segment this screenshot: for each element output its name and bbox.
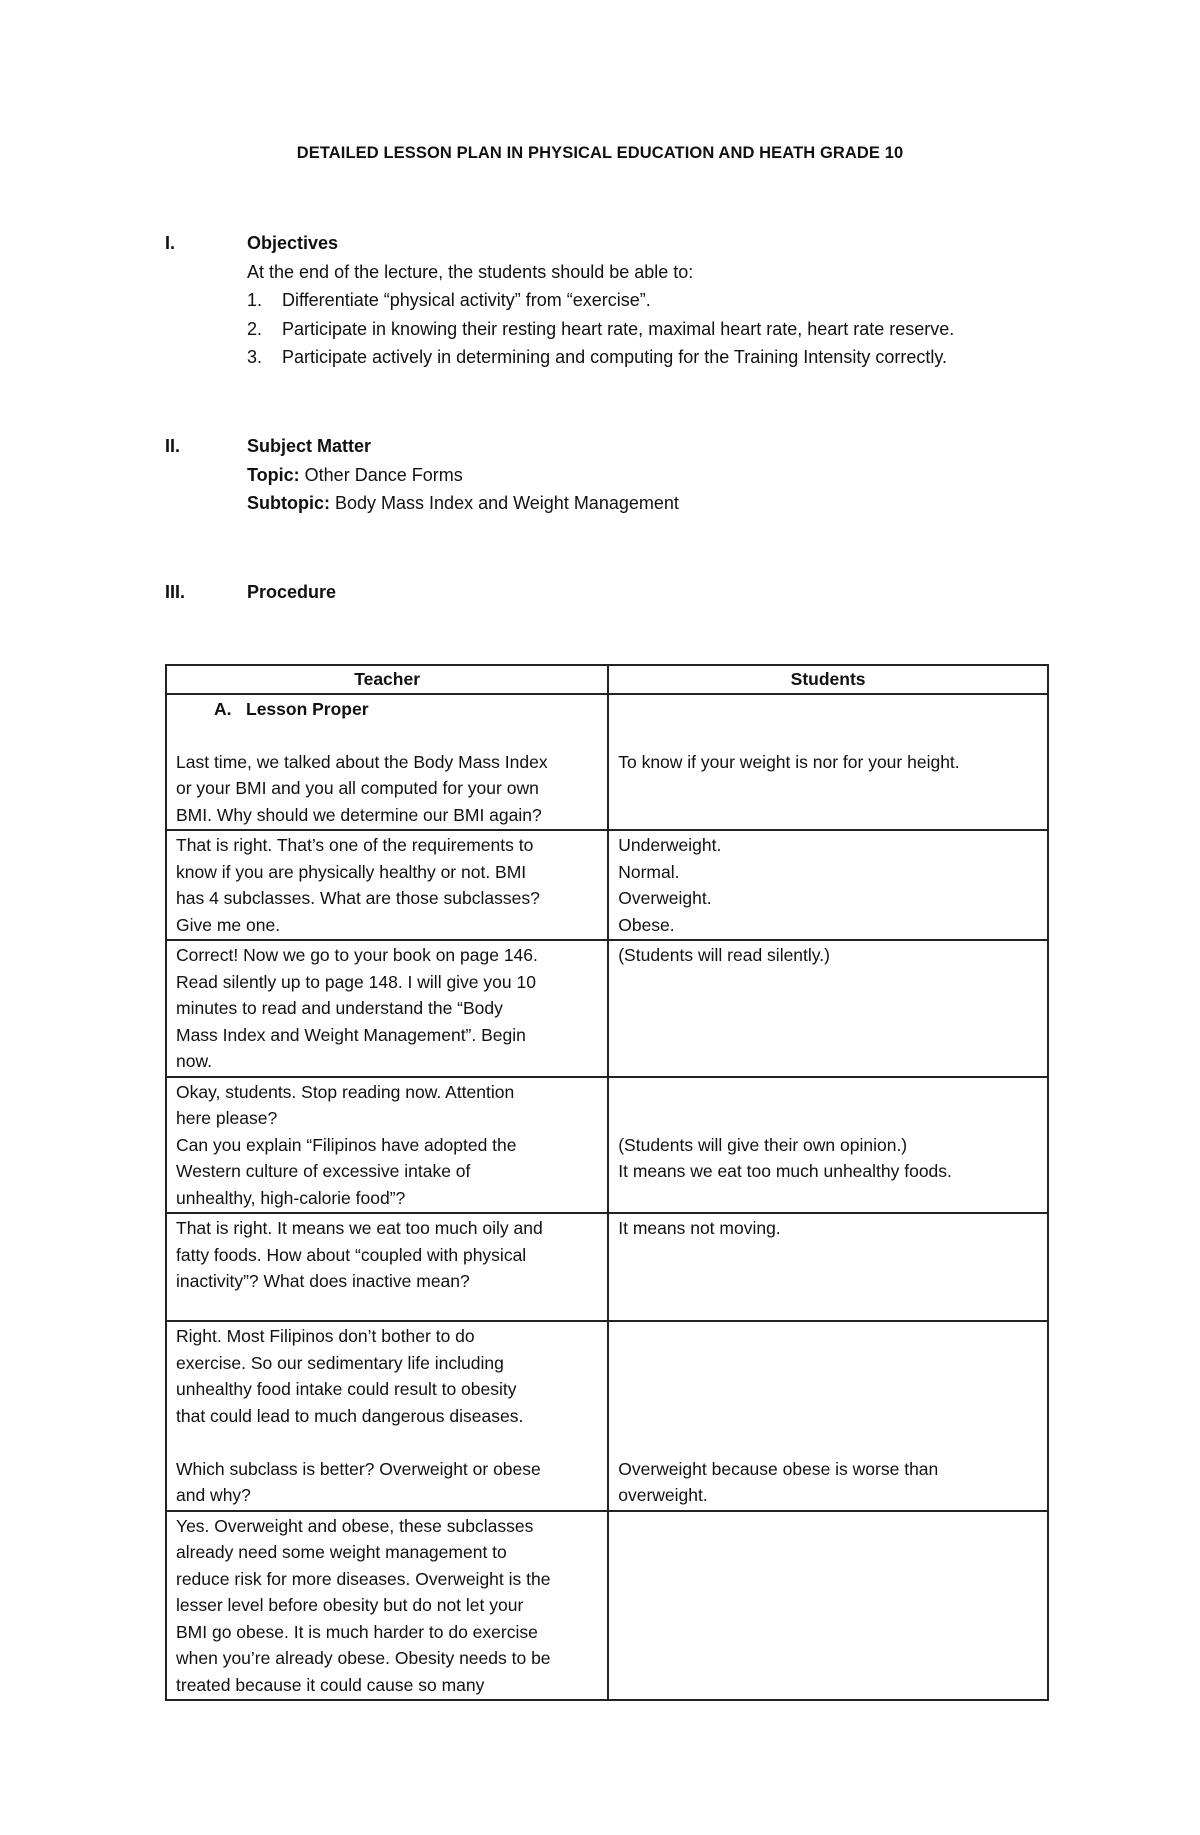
teacher-line: Which subclass is better? Overweight or obese bbox=[176, 1458, 541, 1479]
objective-text: Participate actively in determining and computing for the Training Intensity correctly. bbox=[282, 347, 947, 368]
teacher-line: already need some weight management to bbox=[176, 1542, 507, 1562]
teacher-line: know if you are physically healthy or not. BMI bbox=[176, 861, 527, 882]
students-line: Underweight. bbox=[618, 835, 722, 855]
table-row bbox=[166, 1321, 1048, 1511]
teacher-line: treated because it could cause so many bbox=[176, 1674, 485, 1695]
lesson-proper-heading bbox=[176, 696, 598, 723]
students-cell bbox=[608, 1077, 1048, 1214]
objective-item bbox=[247, 315, 1065, 344]
students-cell bbox=[608, 1321, 1048, 1511]
students-line: (Students will read silently.) bbox=[618, 945, 830, 965]
section-number: I. bbox=[165, 233, 176, 253]
teacher-cell bbox=[166, 1511, 608, 1701]
teacher-line: or your BMI and you all computed for your own bbox=[176, 778, 539, 798]
students-line: overweight. bbox=[618, 1485, 708, 1505]
teacher-line: has 4 subclasses. What are those subclasses? bbox=[176, 888, 540, 908]
teacher-line: minutes to read and understand the “Body bbox=[176, 998, 503, 1018]
students-line: It means not moving. bbox=[618, 1218, 781, 1238]
objective-item bbox=[247, 343, 1065, 372]
objectives-section bbox=[165, 229, 1065, 372]
section-heading: Procedure bbox=[247, 582, 337, 602]
objectives-intro: At the end of the lecture, the students should be able to: bbox=[247, 261, 694, 282]
table-row bbox=[166, 1511, 1048, 1701]
teacher-line: Read silently up to page 148. I will give you 10 bbox=[176, 971, 536, 992]
teacher-line: that could lead to much dangerous diseases. bbox=[176, 1405, 524, 1426]
table-row bbox=[166, 940, 1048, 1077]
students-line: It means we eat too much unhealthy foods. bbox=[618, 1161, 952, 1181]
teacher-line: now. bbox=[176, 1051, 212, 1071]
section-heading: Objectives bbox=[247, 233, 339, 253]
students-column-header: Students bbox=[608, 665, 1048, 694]
teacher-cell bbox=[166, 1077, 608, 1214]
teacher-line: when you’re already obese. Obesity needs to be bbox=[176, 1648, 551, 1668]
topic-label: Topic: bbox=[247, 464, 300, 485]
students-cell bbox=[608, 1511, 1048, 1701]
objective-item bbox=[247, 286, 1065, 315]
table-row bbox=[166, 1213, 1048, 1321]
teacher-line: Right. Most Filipinos don’t bother to do bbox=[176, 1326, 475, 1346]
students-line: Overweight because obese is worse than bbox=[618, 1458, 939, 1479]
teacher-line: exercise. So our sedimentary life including bbox=[176, 1352, 504, 1373]
teacher-line: Yes. Overweight and obese, these subclasses bbox=[176, 1515, 534, 1536]
teacher-line: Can you explain “Filipinos have adopted the bbox=[176, 1134, 517, 1155]
teacher-line: Correct! Now we go to your book on page 146. bbox=[176, 945, 538, 965]
objective-number: 2. bbox=[247, 318, 263, 339]
objective-number: 1. bbox=[247, 290, 263, 311]
teacher-line: BMI. Why should we determine our BMI again? bbox=[176, 804, 542, 825]
teacher-cell bbox=[166, 940, 608, 1077]
teacher-cell bbox=[166, 830, 608, 940]
objective-number: 3. bbox=[247, 347, 263, 368]
teacher-line: here please? bbox=[176, 1108, 278, 1128]
teacher-line: lesser level before obesity but do not let your bbox=[176, 1595, 524, 1615]
table-row bbox=[166, 830, 1048, 940]
lesson-proper-letter: A. bbox=[214, 698, 232, 719]
document-title: DETAILED LESSON PLAN IN PHYSICAL EDUCATION AND HEATH GRADE 10 bbox=[296, 144, 904, 162]
teacher-cell bbox=[166, 1213, 608, 1321]
section-number: III. bbox=[165, 582, 186, 602]
teacher-line: Mass Index and Weight Management”. Begin bbox=[176, 1024, 526, 1045]
section-number: II. bbox=[165, 436, 181, 456]
objective-text: Differentiate “physical activity” from “exercise”. bbox=[282, 290, 651, 311]
table-header-row bbox=[166, 665, 1048, 694]
topic-line bbox=[247, 461, 1065, 490]
students-cell bbox=[608, 1213, 1048, 1321]
students-line: Overweight. bbox=[618, 888, 712, 908]
teacher-line: Last time, we talked about the Body Mass Index bbox=[176, 751, 548, 772]
students-line: To know if your weight is nor for your height. bbox=[618, 751, 960, 772]
students-line: Normal. bbox=[618, 861, 680, 882]
teacher-line: BMI go obese. It is much harder to do exercise bbox=[176, 1621, 538, 1642]
teacher-line: and why? bbox=[176, 1485, 251, 1505]
students-cell bbox=[608, 940, 1048, 1077]
teacher-line: Okay, students. Stop reading now. Attention bbox=[176, 1081, 515, 1102]
students-line: Obese. bbox=[618, 914, 675, 935]
teacher-cell bbox=[166, 694, 608, 831]
topic-value: Other Dance Forms bbox=[304, 464, 463, 485]
teacher-line: That is right. That’s one of the requirements to bbox=[176, 835, 534, 855]
teacher-line: reduce risk for more diseases. Overweight is the bbox=[176, 1568, 551, 1589]
students-line: (Students will give their own opinion.) bbox=[618, 1134, 908, 1155]
subtopic-value: Body Mass Index and Weight Management bbox=[335, 493, 679, 514]
students-cell bbox=[608, 694, 1048, 831]
teacher-line: unhealthy food intake could result to obesity bbox=[176, 1379, 517, 1399]
teacher-line: Western culture of excessive intake of bbox=[176, 1161, 471, 1181]
teacher-line: That is right. It means we eat too much oily and bbox=[176, 1218, 543, 1238]
procedure-section bbox=[165, 578, 1065, 607]
teacher-line: inactivity”? What does inactive mean? bbox=[176, 1271, 470, 1291]
teacher-cell bbox=[166, 1321, 608, 1511]
teacher-line: unhealthy, high-calorie food”? bbox=[176, 1187, 406, 1208]
table-row bbox=[166, 694, 1048, 831]
procedure-table bbox=[165, 664, 1049, 1701]
teacher-line: fatty foods. How about “coupled with physical bbox=[176, 1244, 527, 1265]
subject-matter-section bbox=[165, 432, 1065, 518]
teacher-line: Give me one. bbox=[176, 914, 281, 935]
students-cell bbox=[608, 830, 1048, 940]
section-heading: Subject Matter bbox=[247, 436, 372, 456]
teacher-column-header: Teacher bbox=[166, 665, 608, 694]
objective-text: Participate in knowing their resting heart rate, maximal heart rate, heart rate reserve. bbox=[282, 318, 955, 339]
lesson-proper-label: Lesson Proper bbox=[246, 698, 369, 719]
subtopic-line bbox=[247, 489, 1065, 518]
table-row bbox=[166, 1077, 1048, 1214]
subtopic-label: Subtopic: bbox=[247, 493, 330, 514]
